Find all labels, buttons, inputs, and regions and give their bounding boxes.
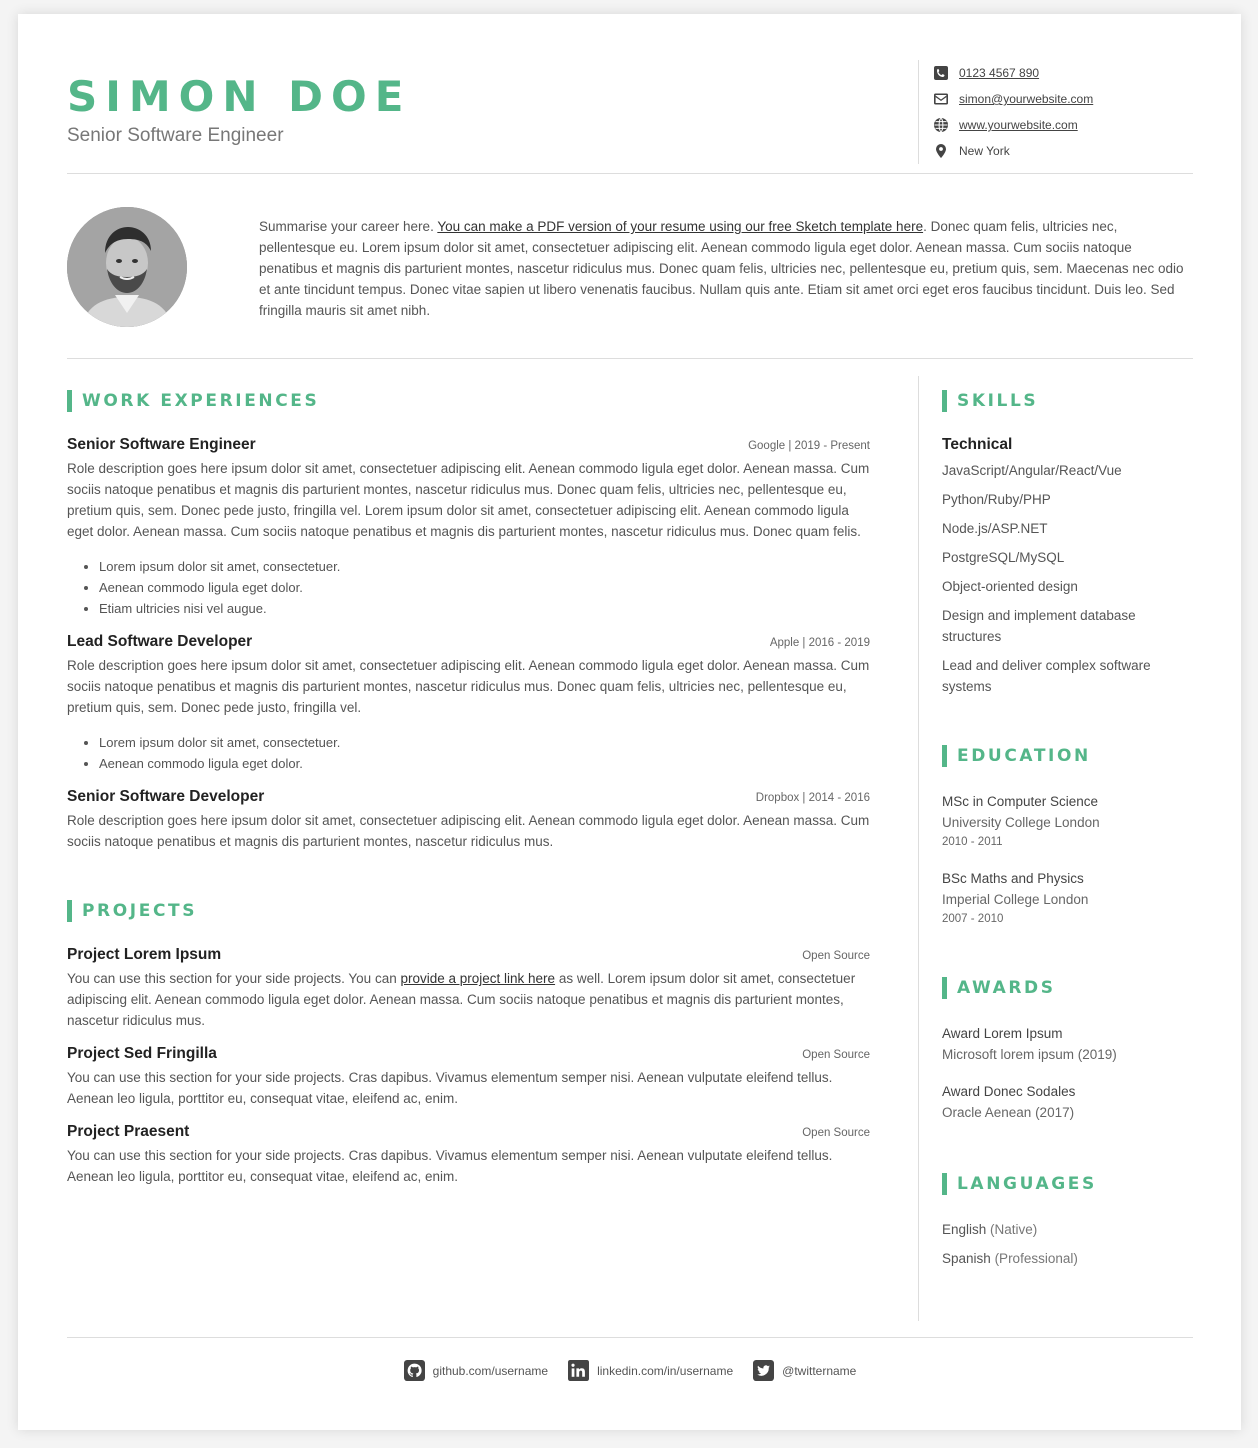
education-dates: 2010 - 2011 [942, 836, 1003, 848]
language-item [942, 1219, 1182, 1240]
award-desc: Microsoft lorem ipsum (2019) [942, 1047, 1117, 1062]
skills-list [942, 460, 1182, 697]
language-item [942, 1248, 1182, 1269]
resume-content [67, 14, 1193, 1430]
bullet-item: • Etiam ultricies nisi vel augue. [99, 598, 870, 619]
education-item [942, 868, 1182, 929]
footer-twitter[interactable] [753, 1360, 856, 1381]
job-meta: Dropbox | 2014 - 2016 [755, 792, 870, 804]
project-entry [67, 946, 870, 1031]
education-school: University College London [942, 815, 1100, 830]
project-meta: Open Source [802, 1127, 870, 1139]
job-bullets [67, 732, 870, 774]
footer-linkedin[interactable] [568, 1360, 733, 1381]
header-divider [67, 173, 1193, 174]
skill-item: Python/Ruby/PHP [942, 492, 1051, 507]
languages-section-title: LANGUAGES [942, 1173, 1182, 1195]
bullet-item: • Aenean commodo ligula eget dolor. [99, 577, 870, 598]
job-description: Role description goes here ipsum dolor sit amet, consectetuer adipiscing elit. Aenean commodo ligula eget dolor. Aenean massa. Cum sociis natoque penatibus et magnis dis parturient montes, nascetur ridiculus mus. Donec quam felis, ultricies nec, pellentesque eu, pretium quis, sem. Donec pede justo, fringilla vel. Lorem ipsum dolor sit amet, consectetuer adipiscing elit. Aenean commodo ligula eget dolor. Aenean massa. Cum sociis natoque penatibus et magnis dis parturient montes, nascetur ridiculus mus. Donec quam felis. [67, 461, 870, 539]
project-description: You can use this section for your side projects. Cras dapibus. Vivamus elementum semper nisi. Aenean vulputate eleifend tellus. Aenean leo ligula, porttitor eu, consequat vitae, eleifend ac, enim. [67, 1148, 833, 1184]
profile-photo [67, 207, 187, 327]
project-title: Project Lorem Ipsum [67, 946, 222, 963]
job-entry [67, 788, 870, 852]
award-item [942, 1023, 1182, 1065]
column-divider [918, 376, 919, 1321]
language-level: (Professional) [994, 1251, 1078, 1266]
location-icon [933, 143, 949, 159]
github-text[interactable]: github.com/username [432, 1363, 549, 1378]
job-title: Senior Software Developer [67, 788, 265, 805]
contact-location [933, 138, 1183, 164]
social-footer [67, 1360, 1193, 1381]
project-entry [67, 1123, 870, 1187]
award-name: Award Lorem Ipsum [942, 1026, 1063, 1041]
contact-email[interactable] [933, 86, 1183, 112]
email-icon [933, 91, 949, 107]
project-link[interactable]: provide a project link here [400, 971, 556, 986]
job-description: Role description goes here ipsum dolor sit amet, consectetuer adipiscing elit. Aenean commodo ligula eget dolor. Aenean massa. Cum sociis natoque penatibus et magnis dis parturient montes, nascetur ridiculus mus. [67, 813, 870, 849]
side-column [942, 390, 1182, 1269]
work-section-title: WORK EXPERIENCES [67, 390, 870, 412]
avatar [67, 207, 187, 327]
award-item [942, 1081, 1182, 1123]
twitter-icon [753, 1360, 774, 1381]
education-school: Imperial College London [942, 892, 1089, 907]
skill-item: Design and implement database structures [942, 608, 1136, 644]
email-link[interactable]: simon@yourwebsite.com [959, 92, 1094, 106]
education-degree: MSc in Computer Science [942, 794, 1099, 809]
project-desc-rest: as well. Lorem ipsum dolor sit amet, consectetuer adipiscing elit. Aenean commodo ligula eget dolor. Aenean massa. Cum sociis natoque penatibus et magnis dis parturient montes, nascetur ridiculus mus. [67, 971, 856, 1028]
project-meta: Open Source [802, 950, 870, 962]
name-heading: SIMON DOE [67, 72, 412, 121]
project-header [67, 1045, 870, 1063]
job-title: Senior Software Engineer [67, 436, 256, 453]
job-meta: Google | 2019 - Present [748, 440, 870, 452]
bullet-item: • Lorem ipsum dolor sit amet, consectetuer. [99, 732, 870, 753]
job-entry [67, 436, 870, 619]
award-name: Award Donec Sodales [942, 1084, 1076, 1099]
job-title: Lead Software Developer [67, 633, 253, 650]
bullet-item: • Aenean commodo ligula eget dolor. [99, 753, 870, 774]
education-degree: BSc Maths and Physics [942, 871, 1084, 886]
project-description: You can use this section for your side projects. Cras dapibus. Vivamus elementum semper nisi. Aenean vulputate eleifend tellus. Aenean leo ligula, porttitor eu, consequat vitae, eleifend ac, enim. [67, 1070, 833, 1106]
project-header [67, 946, 870, 964]
job-tagline: Senior Software Engineer [67, 125, 284, 146]
skill-item: Object-oriented design [942, 579, 1078, 594]
language-name: English [942, 1222, 987, 1237]
education-dates: 2007 - 2010 [942, 913, 1004, 925]
job-bullets [67, 556, 870, 619]
projects-section-title: PROJECTS [67, 900, 870, 922]
skill-item: JavaScript/Angular/React/Vue [942, 463, 1122, 478]
job-header [67, 788, 870, 806]
summary-rest: . Donec quam felis, ultricies nec, pellentesque eu. Lorem ipsum dolor sit amet, consectetuer adipiscing elit. Aenean commodo ligula eget dolor. Aenean massa. Cum sociis natoque penatibus et magnis dis parturient montes, nascetur ridiculus mus. Donec quam felis, ultricies nec, pellentesque eu, pretium quis, sem. Maecenas nec odio et ante tincidunt tempus. Donec vitae sapien ut libero venenatis faucibus. Nullam quis ante. Etiam sit amet orci eget eros faucibus tincidunt. Duis leo. Sed fringilla mauris sit amet nibh. [259, 219, 1184, 318]
phone-icon [933, 65, 949, 81]
language-level: (Native) [990, 1222, 1038, 1237]
project-desc-lead: You can use this section for your side projects. You can [67, 971, 401, 986]
footer-divider [67, 1337, 1193, 1338]
footer-github[interactable] [404, 1360, 548, 1381]
skill-item: Lead and deliver complex software systems [942, 658, 1151, 694]
sketch-template-link[interactable]: You can make a PDF version of your resume using our free Sketch template here [437, 219, 924, 234]
job-header [67, 633, 870, 651]
education-item [942, 791, 1182, 852]
skills-group-title: Technical [942, 436, 1013, 453]
project-meta: Open Source [802, 1049, 870, 1061]
bullet-item: • Lorem ipsum dolor sit amet, consectetuer. [99, 556, 870, 577]
skills-section-title: SKILLS [942, 390, 1182, 412]
project-entry [67, 1045, 870, 1109]
linkedin-icon [568, 1360, 589, 1381]
education-section-title: EDUCATION [942, 745, 1182, 767]
skill-item: PostgreSQL/MySQL [942, 550, 1065, 565]
job-header [67, 436, 870, 454]
job-meta: Apple | 2016 - 2019 [769, 637, 870, 649]
job-description: Role description goes here ipsum dolor sit amet, consectetuer adipiscing elit. Aenean commodo ligula eget dolor. Aenean massa. Cum sociis natoque penatibus et magnis dis parturient montes, nascetur ridiculus mus. Donec quam felis, ultricies nec, pellentesque eu, pretium quis, sem. Donec pede justo, fringilla vel. [67, 658, 870, 715]
career-summary [259, 216, 1189, 321]
resume-page [18, 14, 1241, 1430]
project-header [67, 1123, 870, 1141]
contact-phone[interactable] [933, 60, 1183, 86]
project-title: Project Sed Fringilla [67, 1045, 217, 1062]
linkedin-text[interactable]: linkedin.com/in/username [597, 1363, 734, 1378]
main-column [67, 390, 870, 1187]
intro-divider [67, 358, 1193, 359]
twitter-text[interactable]: @twittername [782, 1363, 857, 1378]
project-description [67, 968, 870, 1031]
summary-lead: Summarise your career here. [259, 219, 438, 234]
skill-item: Node.js/ASP.NET [942, 521, 1048, 536]
phone-link[interactable]: 0123 4567 890 [959, 66, 1040, 80]
contact-website[interactable] [933, 112, 1183, 138]
project-title: Project Praesent [67, 1123, 190, 1140]
github-icon [404, 1360, 425, 1381]
globe-icon [933, 117, 949, 133]
job-entry [67, 633, 870, 774]
language-name: Spanish [942, 1251, 991, 1266]
contact-list [918, 60, 1183, 164]
website-link[interactable]: www.yourwebsite.com [959, 118, 1078, 132]
award-desc: Oracle Aenean (2017) [942, 1105, 1075, 1120]
location-text: New York [959, 144, 1010, 158]
awards-section-title: AWARDS [942, 977, 1182, 999]
